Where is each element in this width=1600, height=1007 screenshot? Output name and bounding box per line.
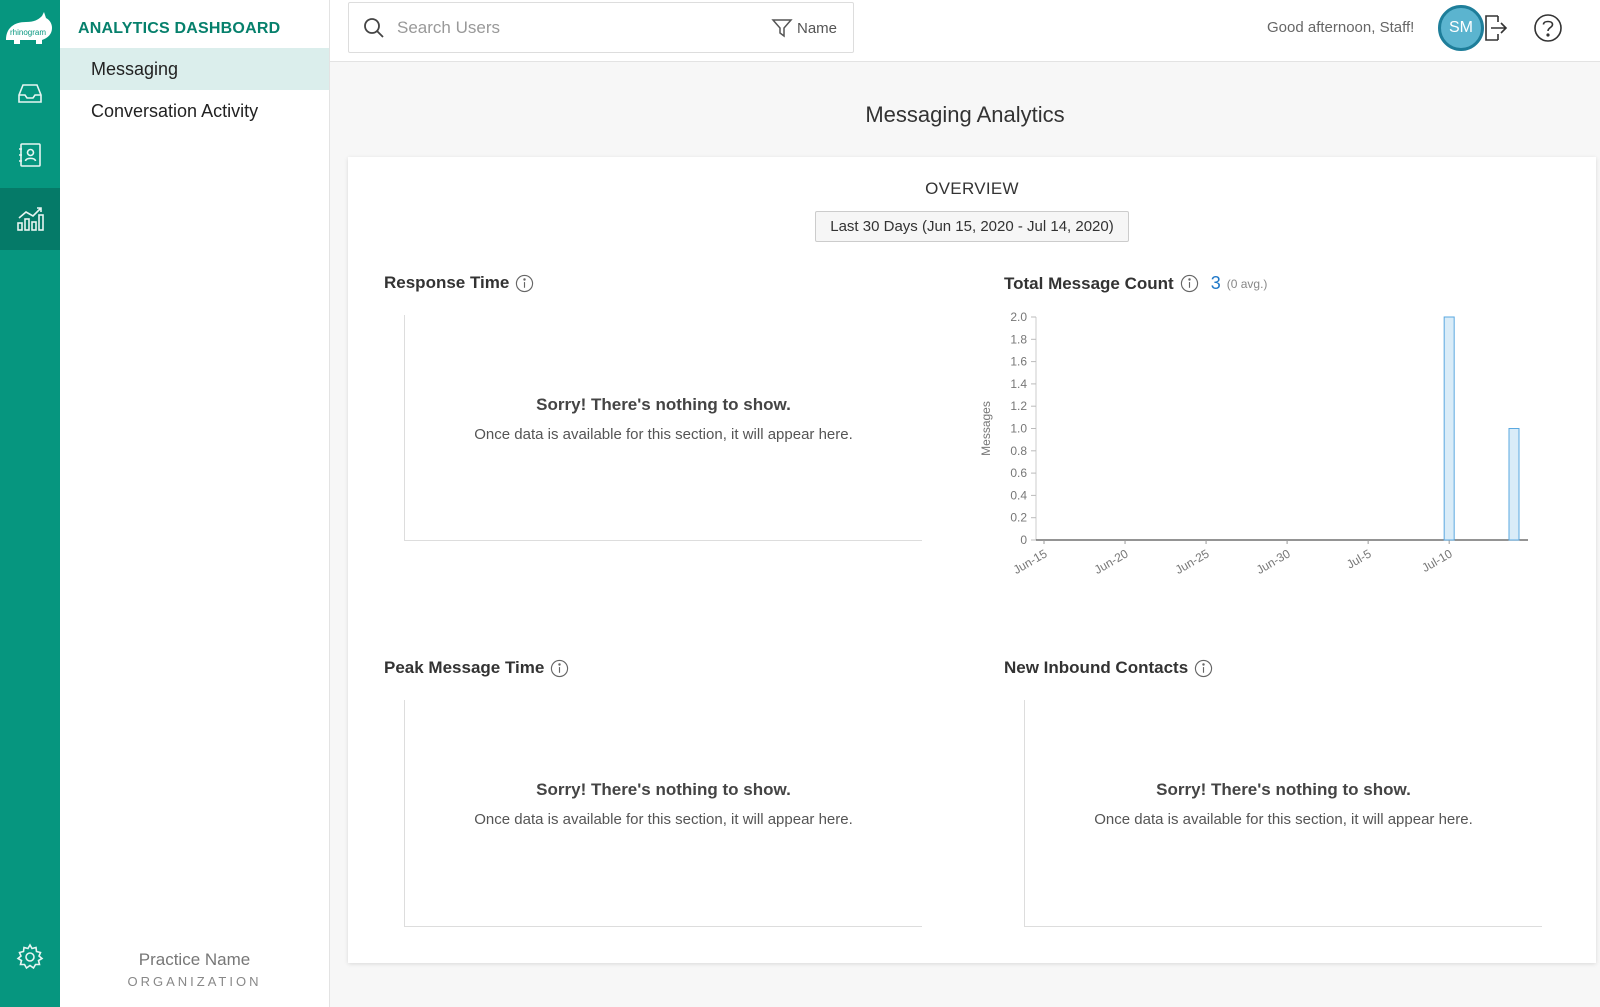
nav-rail [0, 0, 60, 1007]
practice-org: ORGANIZATION [127, 974, 262, 989]
empty-state-message: Once data is available for this section, it will appear here. [474, 811, 853, 828]
y-tick-label: 1.4 [1010, 376, 1027, 391]
message-count-chart [978, 305, 1578, 595]
x-tick-label: Jun-20 [1091, 546, 1131, 577]
logo-text: rhinogram [9, 28, 47, 37]
peak-message-time-title [384, 658, 569, 678]
new-inbound-contacts-panel [1024, 700, 1542, 927]
analytics-sidebar [60, 0, 330, 1007]
total-message-count-label: Total Message Count [1004, 273, 1174, 293]
empty-state-heading: Sorry! There's nothing to show. [536, 780, 791, 799]
y-tick-label: 0 [1020, 533, 1027, 547]
search-filter[interactable] [771, 17, 837, 39]
user-avatar[interactable]: SM [1438, 5, 1484, 51]
page-title: Messaging Analytics [865, 102, 1065, 127]
x-tick-label: Jul-10 [1419, 546, 1455, 575]
search-icon [363, 17, 385, 39]
empty-state-message: Once data is available for this section, it will appear here. [474, 426, 853, 443]
filter-icon [771, 17, 793, 39]
filter-label: Name [796, 19, 837, 37]
info-icon[interactable] [550, 659, 569, 678]
sidebar-nav [60, 48, 329, 132]
y-tick-label: 1.6 [1010, 354, 1027, 369]
empty-state-heading: Sorry! There's nothing to show. [1156, 780, 1411, 799]
date-range-button[interactable]: Last 30 Days (Jun 15, 2020 - Jul 14, 2020) [815, 211, 1129, 242]
response-time-panel [404, 315, 922, 541]
empty-state-message: Once data is available for this section, it will appear here. [1094, 811, 1473, 828]
rail-item-inbox[interactable] [0, 62, 60, 124]
sidebar-item-conversation-activity[interactable]: Conversation Activity [91, 101, 259, 121]
rail-item-contacts[interactable] [0, 124, 60, 186]
message-count-avg: (0 avg.) [1226, 276, 1268, 291]
info-icon[interactable] [1194, 659, 1213, 678]
search-input[interactable] [397, 18, 757, 38]
rail-item-analytics[interactable] [0, 188, 60, 250]
response-time-title [384, 273, 534, 293]
greeting-text: Good afternoon, Staff! [1267, 19, 1415, 36]
y-tick-label: 0.8 [1010, 443, 1027, 458]
logout-icon[interactable] [1480, 12, 1510, 44]
peak-message-time-label: Peak Message Time [384, 658, 545, 677]
help-icon[interactable] [1533, 12, 1563, 44]
new-inbound-contacts-title [1004, 658, 1213, 678]
new-inbound-contacts-label: New Inbound Contacts [1004, 658, 1189, 677]
y-tick-label: 2.0 [1010, 310, 1027, 324]
chart-icon [15, 204, 45, 234]
sidebar-item-messaging[interactable]: Messaging [60, 48, 329, 90]
search-box [348, 2, 854, 53]
x-tick-label: Jun-15 [1010, 546, 1050, 577]
info-icon[interactable] [1180, 274, 1199, 293]
info-icon[interactable] [515, 274, 534, 293]
empty-state-heading: Sorry! There's nothing to show. [536, 395, 791, 414]
response-time-label: Response Time [384, 273, 510, 292]
rail-item-settings[interactable] [0, 926, 60, 988]
y-tick-label: 1.8 [1010, 332, 1027, 347]
y-tick-label: 1.2 [1010, 399, 1027, 414]
x-tick-label: Jul-5 [1344, 546, 1374, 572]
analytics-card [348, 157, 1596, 963]
y-tick-label: 0.2 [1010, 510, 1027, 525]
y-axis-label: Messages [979, 401, 993, 456]
y-tick-label: 0.4 [1010, 488, 1027, 503]
practice-name: Practice Name [138, 950, 251, 969]
peak-message-time-panel [404, 700, 922, 927]
y-tick-label: 1.0 [1010, 421, 1027, 436]
top-header [330, 0, 1600, 62]
x-tick-label: Jun-30 [1253, 546, 1293, 577]
bar-2020-07-10 [1444, 317, 1454, 540]
inbox-icon [15, 78, 45, 108]
overview-label: OVERVIEW [925, 179, 1019, 198]
sidebar-title: ANALYTICS DASHBOARD [78, 20, 281, 37]
bar-2020-07-14 [1509, 429, 1519, 541]
practice-info [60, 950, 329, 989]
y-tick-label: 0.6 [1010, 466, 1027, 481]
contact-book-icon [15, 140, 45, 170]
rhinogram-logo[interactable] [2, 10, 54, 50]
total-message-count-title [1004, 273, 1267, 294]
x-tick-label: Jun-25 [1172, 546, 1212, 577]
gear-icon [15, 942, 45, 972]
message-count-value: 3 [1210, 273, 1221, 293]
